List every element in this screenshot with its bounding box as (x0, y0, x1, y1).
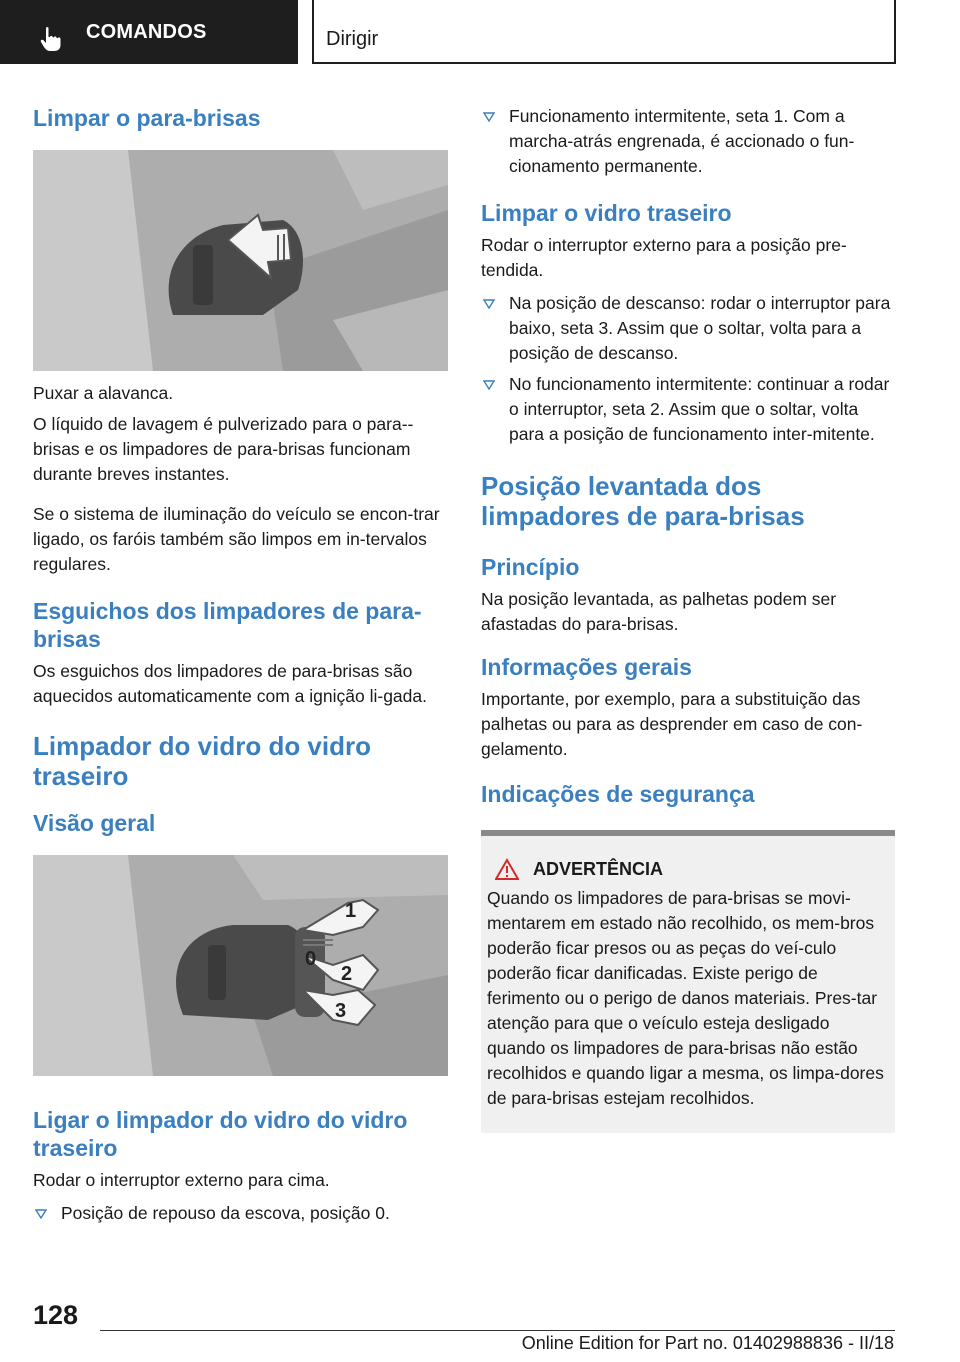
page-number: 128 (33, 1300, 79, 1330)
paragraph: Rodar o interruptor externo para a posição pre-tendida. (481, 235, 847, 280)
heading-informacoes-gerais: Informações gerais (481, 654, 692, 680)
figure-label-2: 2 (341, 963, 353, 985)
footer-divider (100, 1330, 895, 1331)
paragraph: Os esguichos dos limpadores de para-brisas são aquecidos automaticamente com a ignição li-gada. (33, 661, 427, 706)
heading-visao-geral: Visão geral (33, 810, 156, 836)
warning-box (481, 830, 895, 1133)
warning-text: Quando os limpadores de para-brisas se movi-mentarem em estado não recolhido, os mem-bros poderão ficar presos ou as peças do veí-culo poderão ficar danificadas. Existe perigo de ferimento ou o perigo de danos materiais. Pres-tar atenção para que o veículo esteja desligado quando os limpadores de para-brisas não estão recolhidos e quando ligar a mesma, os limpa-dores de para-brisas estejam recolhidos. (487, 888, 884, 1108)
hand-pointer-icon (40, 26, 62, 52)
chapter-tab[interactable] (0, 0, 298, 64)
heading-principio: Princípio (481, 554, 580, 580)
heading-limpar-para-brisas: Limpar o para-brisas (33, 105, 261, 131)
triangle-bullet-icon (35, 1209, 47, 1219)
figure-label-0: 0 (305, 948, 317, 970)
list-item: No funcionamento intermitente: continuar a rodar o interruptor, seta 2. Assim que o soltar, volta para a posição de funcionamento inter-mitente. (481, 372, 895, 447)
list-item: Na posição de descanso: rodar o interruptor para baixo, seta 3. Assim que o soltar, volta para a posição de descanso. (481, 291, 895, 366)
paragraph: O líquido de lavagem é pulverizado para o para--brisas e os limpadores de para-brisas funcionam durante breves instantes. (33, 414, 414, 484)
paragraph: Importante, por exemplo, para a substituição das palhetas ou para as desprender em caso de con-gelamento. (481, 689, 863, 759)
left-column (33, 98, 448, 1226)
warning-title: ADVERTÊNCIA (533, 858, 664, 879)
figure-rear-wiper-switch (33, 855, 448, 1076)
list-item: Posição de repouso da escova, posição 0. (33, 1201, 448, 1226)
figure-label-3: 3 (335, 1000, 347, 1022)
triangle-bullet-icon (483, 299, 495, 309)
paragraph: Puxar a alavanca. (33, 383, 174, 403)
section-title: Dirigir (312, 0, 896, 64)
heading-limpar-vidro-traseiro: Limpar o vidro traseiro (481, 200, 732, 226)
paragraph: Rodar o interruptor externo para cima. (33, 1170, 330, 1190)
footer-edition: Online Edition for Part no. 01402988836 - II/18 (521, 1333, 894, 1353)
triangle-bullet-icon (483, 112, 495, 122)
right-column (481, 98, 895, 1133)
heading-esguichos: Esguichos dos limpadores de para-brisas (33, 598, 422, 652)
figure-label-1: 1 (345, 900, 357, 922)
warning-triangle-icon (495, 858, 519, 880)
heading-indicacoes-seguranca: Indicações de segurança (481, 781, 755, 807)
heading-posicao-levantada: Posição levantada dos limpadores de para-brisas (481, 471, 805, 531)
heading-ligar-limpador: Ligar o limpador do vidro do vidro traseiro (33, 1107, 408, 1161)
paragraph: Se o sistema de iluminação do veículo se encon-trar ligado, os faróis também são limpos em in-tervalos regulares. (33, 504, 440, 574)
triangle-bullet-icon (483, 380, 495, 390)
figure-lever-pull (33, 150, 448, 371)
paragraph: Na posição levantada, as palhetas podem ser afastadas do para-brisas. (481, 589, 837, 634)
heading-limpador-vidro-traseiro: Limpador do vidro do vidro traseiro (33, 731, 371, 791)
chapter-tab-label: COMANDOS (86, 20, 207, 43)
list-item: Funcionamento intermitente, seta 1. Com a marcha-atrás engrenada, é accionado o fun-cionamento permanente. (481, 104, 895, 179)
